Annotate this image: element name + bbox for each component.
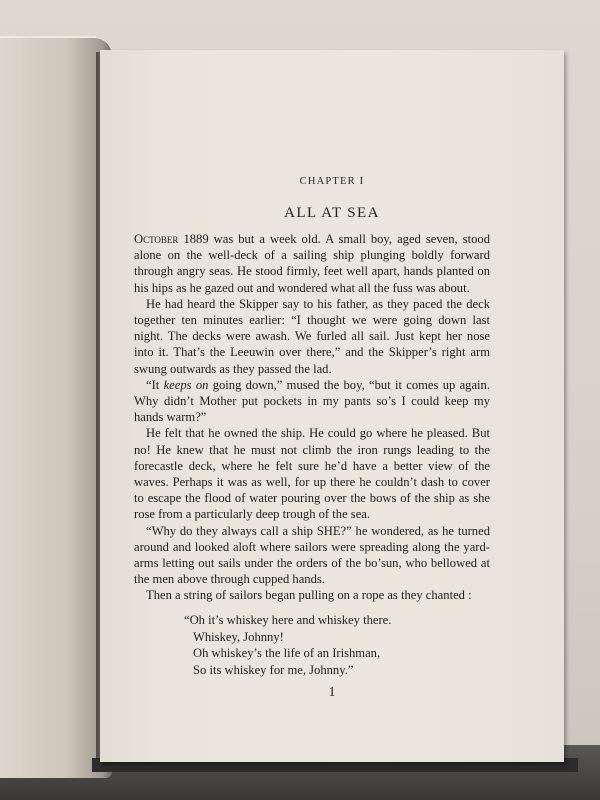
paragraph-1-text: 1889 was but a week old. A small boy, aged seven, stood alone on the well-deck of a sailing ship plunging boldly forward through angry seas. He stood firmly, feet well apart, hands planted on his hips as he gazed out and wondered what all the fuss was about. [134, 232, 490, 295]
paragraph-1-lead: October [134, 232, 179, 246]
verse-line-4: So its whiskey for me, Johnny.” [193, 662, 354, 677]
paragraph-3-italic: keeps on [163, 377, 209, 392]
chapter-title: ALL AT SEA [284, 205, 380, 221]
body-text [134, 231, 490, 604]
paragraph-3 [134, 377, 490, 426]
chapter-label: CHAPTER I [299, 176, 365, 187]
paragraph-3-after: going down,” mused the boy, “but it comes up again. Why didn’t Mother put pockets in my pants so’s I could keep my hands warm?” [134, 377, 490, 425]
page-number: 1 [328, 685, 336, 700]
verse-line-2: Whiskey, Johnny! [193, 629, 284, 644]
paragraph-2: He had heard the Skipper say to his father, as they paced the deck together ten minutes earlier: “I thought we were going down last night. The decks were awash. We furled all sail. Just kept her nose into it. That’s the Leeuwin over there,” and the Skipper’s right arm swung outwards as they passed the lad. [134, 296, 490, 376]
verse-line-3: Oh whiskey’s the life of an Irishman, [193, 646, 381, 660]
paragraph-1 [134, 231, 490, 296]
verse-line-1: “Oh it’s whiskey here and whiskey there. [184, 613, 392, 627]
paragraph-6: Then a string of sailors began pulling on a rope as they chanted : [146, 588, 472, 603]
song-verse [184, 612, 391, 678]
paragraph-4: He felt that he owned the ship. He could go where he pleased. But no! He knew that he must not climb the iron rungs leading to the forecastle deck, where he felt sure he’d have a better view of the waves. Perhaps it was as well, for up there he couldn’t dash to cover to escape the flood of water pouring over the bows of the ship as she rose from a particularly deep trough of the sea. [134, 426, 490, 522]
paragraph-3-before: “It [146, 377, 164, 392]
paragraph-5: “Why do they always call a ship SHE?” he wondered, as he turned around and looked aloft where sailors were spreading along the yard-arms letting out sails under the orders of the bo’sun, who bellowed at the men above through cupped hands. [134, 523, 490, 587]
